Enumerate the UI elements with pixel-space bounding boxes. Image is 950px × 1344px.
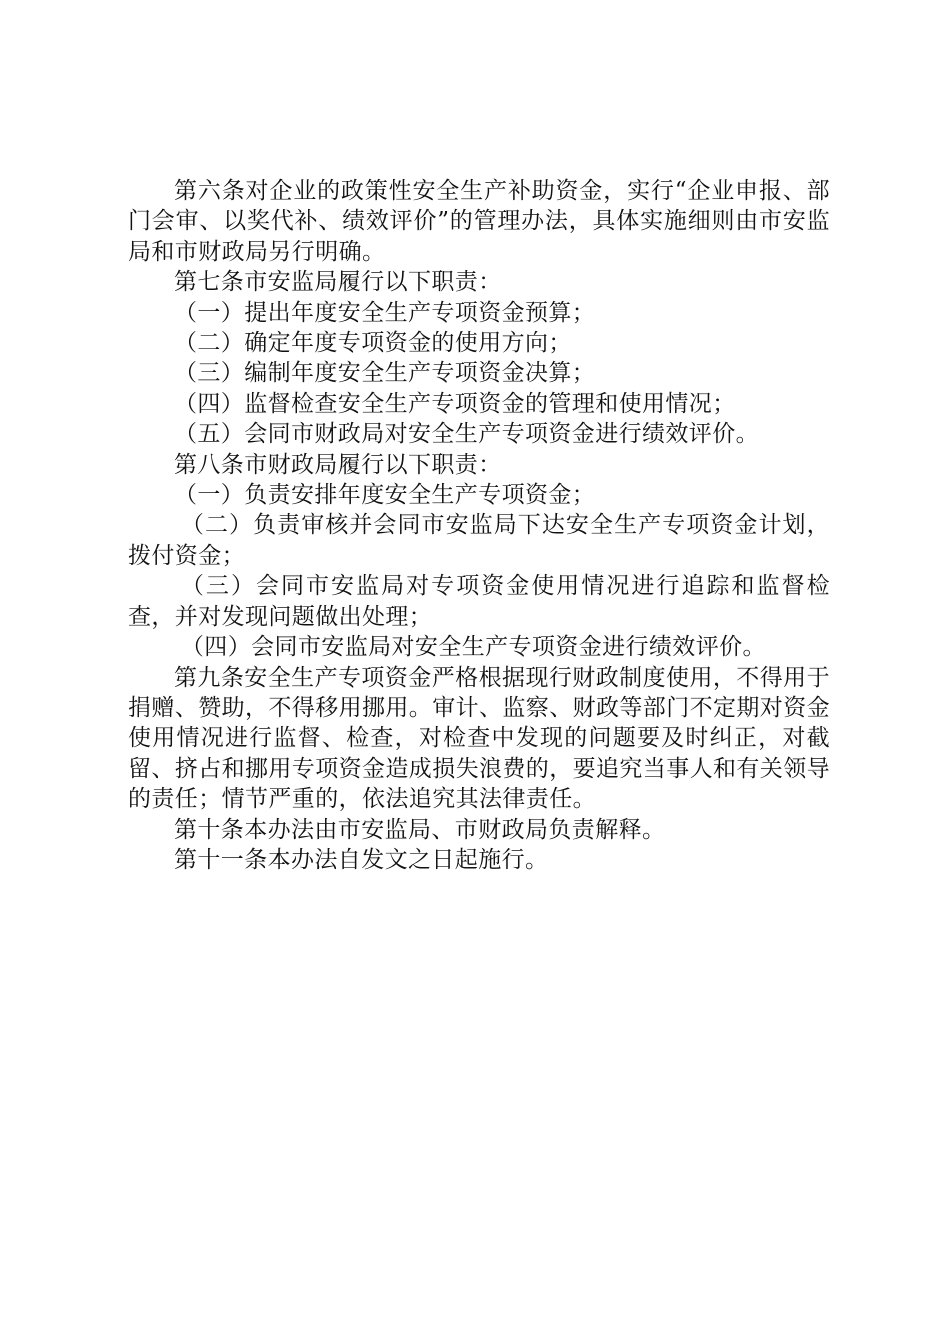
article-8-heading: 第八条市财政局履行以下职责：	[174, 451, 502, 478]
article-10-paragraph: 第十条本办法由市安监局、市财政局负责解释。	[174, 816, 666, 843]
article-7-item-3: （三）编制年度安全生产专项资金决算；	[174, 360, 596, 387]
article-8-item-4: （四）会同市安监局对安全生产专项资金进行绩效评价。	[180, 634, 766, 661]
article-7-item-2: （二）确定年度专项资金的使用方向；	[174, 330, 572, 357]
article-7-heading: 第七条市安监局履行以下职责：	[174, 269, 502, 296]
article-8-item-1: （一）负责安排年度安全生产专项资金；	[174, 482, 596, 509]
article-7-item-5: （五）会同市财政局对安全生产专项资金进行绩效评价。	[174, 421, 759, 448]
article-11-paragraph: 第十一条本办法自发文之日起施行。	[174, 846, 549, 873]
article-7-item-1: （一）提出年度安全生产专项资金预算；	[174, 299, 596, 326]
article-8-item-3: （三）会同市安监局对专项资金使用情况进行追踪和监督检查，并对发现问题做出处理；	[128, 573, 830, 630]
article-8-item-2: （二）负责审核并会同市安监局下达安全生产专项资金计划，拨付资金；	[128, 512, 830, 569]
article-7-item-4: （四）监督检查安全生产专项资金的管理和使用情况；	[174, 390, 736, 417]
article-6-paragraph: 第六条对企业的政策性安全生产补助资金，实行“企业申报、部门会审、以奖代补、绩效评价”的管理办法，具体实施细则由市安监局和市财政局另行明确。	[128, 178, 830, 265]
document-body	[128, 176, 830, 875]
article-9-paragraph: 第九条安全生产专项资金严格根据现行财政制度使用，不得用于捐赠、赞助，不得移用挪用。审计、监察、财政等部门不定期对资金使用情况进行监督、检查，对检查中发现的问题要及时纠正，对截留、挤占和挪用专项资金造成损失浪费的，要追究当事人和有关领导的责任；情节严重的，依法追究其法律责任。	[128, 664, 830, 813]
